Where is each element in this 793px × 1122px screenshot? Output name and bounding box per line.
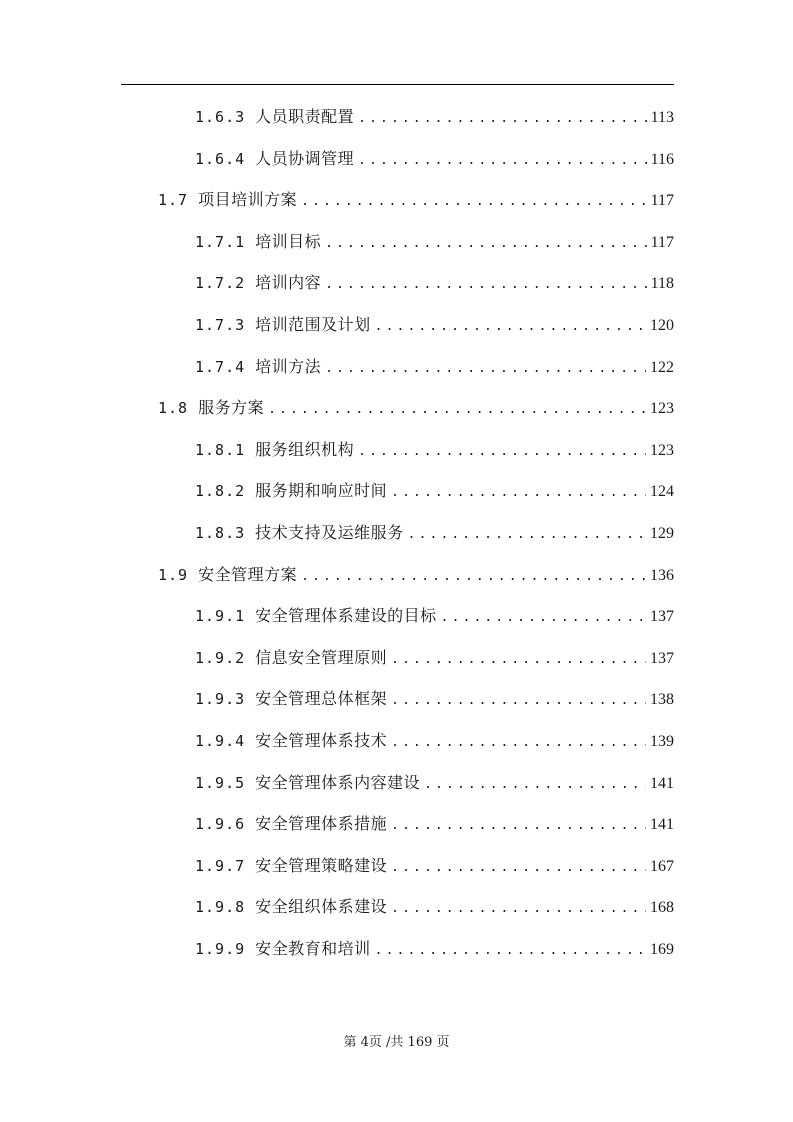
toc-entry[interactable] — [195, 644, 674, 672]
toc-entry-page-number: 137 — [650, 608, 674, 626]
toc-entry[interactable] — [158, 394, 674, 422]
toc-dot-leader — [391, 729, 646, 757]
toc-entry-page-number: 138 — [650, 691, 674, 709]
toc-entry[interactable] — [195, 935, 674, 963]
toc-entry-page-number: 136 — [650, 566, 674, 584]
toc-entry-number: 1.9.1 — [195, 607, 246, 626]
toc-entry[interactable] — [195, 477, 674, 505]
toc-entry-title: 人员职责配置 — [255, 107, 355, 126]
toc-entry-number: 1.7 — [158, 191, 189, 210]
page-footer: 第 4页 /共 169 页 — [343, 1035, 450, 1050]
toc-entry-number: 1.9.5 — [195, 773, 246, 792]
toc-entry-page-number: 123 — [650, 400, 674, 418]
toc-dot-leader — [325, 230, 646, 258]
toc-entry-page-number: 117 — [650, 192, 674, 210]
toc-entry-title: 安全管理体系内容建设 — [255, 772, 421, 792]
toc-entry-number: 1.9.3 — [195, 690, 246, 709]
toc-entry-title: 技术支持及运维服务 — [255, 523, 404, 542]
toc-dot-leader — [441, 604, 646, 632]
toc-entry[interactable] — [195, 519, 674, 547]
toc-entry-number: 1.9.9 — [195, 940, 246, 958]
toc-entry[interactable] — [158, 561, 674, 589]
toc-entry-title: 安全管理方案 — [198, 564, 298, 584]
toc-entry[interactable] — [195, 228, 674, 256]
toc-entry[interactable] — [195, 810, 674, 838]
toc-entry-page-number: 120 — [650, 317, 674, 334]
toc-entry-number: 1.8.2 — [195, 482, 246, 501]
toc-entry-number: 1.7.4 — [195, 357, 246, 376]
toc-entry-number: 1.9.2 — [195, 648, 246, 667]
toc-entry-title: 安全管理总体框架 — [255, 689, 388, 709]
toc-entry-page-number: 141 — [650, 774, 674, 792]
toc-entry[interactable] — [195, 602, 674, 630]
toc-entry-page-number: 117 — [650, 233, 674, 251]
toc-dot-leader — [358, 438, 646, 466]
toc-entry-title: 培训范围及计划 — [255, 315, 371, 334]
toc-entry-title: 培训内容 — [255, 273, 322, 293]
toc-entry-page-number: 169 — [650, 941, 674, 958]
toc-dot-leader — [424, 771, 646, 799]
toc-entry-page-number: 137 — [650, 649, 674, 667]
toc-entry-page-number: 116 — [650, 150, 674, 168]
toc-entry-page-number: 141 — [650, 816, 674, 834]
toc-entry[interactable] — [195, 145, 674, 173]
toc-entry-title: 服务组织机构 — [255, 439, 355, 459]
toc-entry-title: 信息安全管理原则 — [255, 647, 388, 667]
header-rule — [121, 84, 674, 85]
toc-entry[interactable] — [195, 852, 674, 880]
toc-dot-leader — [325, 271, 646, 299]
toc-entry[interactable] — [195, 103, 674, 131]
toc-dot-leader — [391, 812, 646, 840]
toc-entry[interactable] — [195, 311, 674, 339]
toc-entry-title: 项目培训方案 — [198, 190, 298, 210]
toc-dot-leader — [391, 479, 646, 507]
toc-dot-leader — [268, 396, 646, 424]
toc-entry[interactable] — [158, 186, 674, 214]
toc-dot-leader — [408, 521, 646, 549]
toc-entry-page-number: 113 — [650, 109, 674, 126]
toc-entry[interactable] — [195, 685, 674, 713]
toc-entry-title: 安全组织体系建设 — [255, 897, 388, 917]
toc-dot-leader — [325, 355, 646, 383]
toc-entry-number: 1.9.8 — [195, 898, 246, 917]
toc-entry-number: 1.9.4 — [195, 732, 246, 750]
toc-entry-page-number: 123 — [650, 441, 674, 459]
toc-entry-number: 1.7.2 — [195, 274, 246, 293]
toc-entry-number: 1.6.4 — [195, 149, 246, 168]
toc-dot-leader — [301, 188, 646, 216]
toc-entry-title: 培训目标 — [255, 231, 322, 251]
toc-entry-title: 安全管理体系技术 — [255, 731, 388, 750]
toc-entry-title: 人员协调管理 — [255, 148, 355, 168]
toc-entry-page-number: 167 — [650, 857, 674, 875]
toc-entry-page-number: 129 — [650, 525, 674, 542]
toc-dot-leader — [301, 563, 646, 591]
toc-dot-leader — [358, 147, 646, 175]
toc-dot-leader — [358, 105, 646, 133]
toc-dot-leader — [391, 895, 646, 923]
toc-entry[interactable] — [195, 269, 674, 297]
toc-entry-title: 安全管理体系措施 — [255, 814, 388, 834]
toc-entry[interactable] — [195, 353, 674, 381]
toc-entry-title: 服务期和响应时间 — [255, 481, 388, 501]
toc-dot-leader — [391, 646, 646, 674]
toc-entry-number: 1.9 — [158, 565, 189, 584]
toc-entry-number: 1.7.1 — [195, 232, 246, 251]
toc-dot-leader — [375, 937, 646, 965]
toc-dot-leader — [391, 687, 646, 715]
toc-entry-number: 1.9.6 — [195, 815, 246, 834]
toc-entry-number: 1.6.3 — [195, 108, 246, 126]
toc-entry[interactable] — [195, 893, 674, 921]
toc-entry-page-number: 122 — [650, 358, 674, 376]
toc-entry-number: 1.8 — [158, 399, 189, 418]
toc-entry[interactable] — [195, 727, 674, 755]
toc-entry[interactable] — [195, 769, 674, 797]
toc-entry-number: 1.7.3 — [195, 316, 246, 334]
toc-entry-number: 1.9.7 — [195, 856, 246, 875]
toc-entry-title: 安全教育和培训 — [255, 939, 371, 958]
toc-entry-page-number: 124 — [650, 483, 674, 501]
toc-entry-page-number: 168 — [650, 899, 674, 917]
toc-dot-leader — [375, 313, 646, 341]
toc-entry-page-number: 139 — [650, 733, 674, 750]
toc-dot-leader — [391, 854, 646, 882]
toc-entry-title: 服务方案 — [198, 398, 265, 418]
toc-entry-title: 安全管理体系建设的目标 — [255, 606, 437, 626]
toc-entry-number: 1.8.3 — [195, 524, 246, 542]
toc-entry-title: 培训方法 — [255, 356, 322, 376]
toc-entry[interactable] — [195, 436, 674, 464]
toc-entry-page-number: 118 — [650, 275, 674, 293]
toc-entry-title: 安全管理策略建设 — [255, 855, 388, 875]
toc-entry-number: 1.8.1 — [195, 440, 246, 459]
